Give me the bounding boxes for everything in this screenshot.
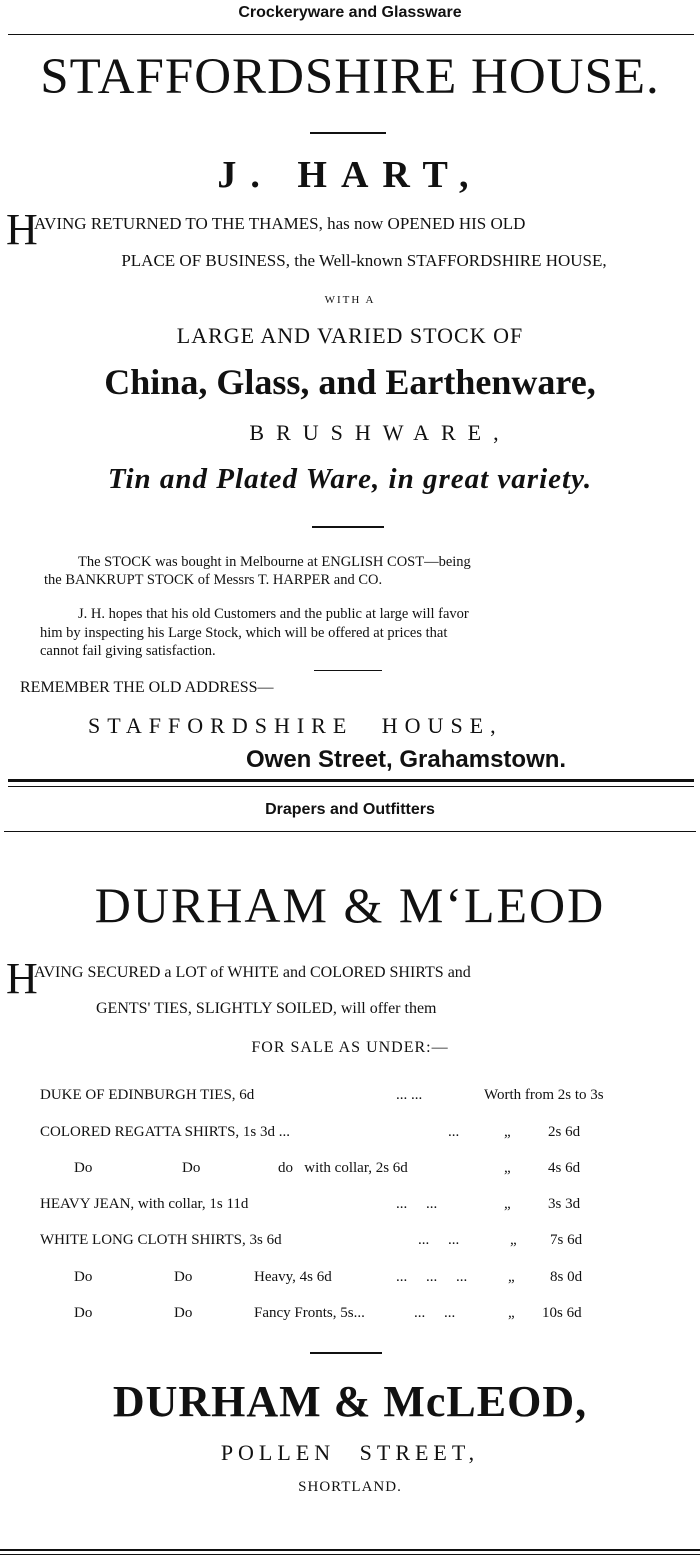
with-a-text: WITH A — [324, 294, 376, 306]
footer-town: SHORTLAND. — [298, 1479, 402, 1495]
item-price: 4s 6d — [548, 1160, 581, 1176]
leader-dots: ... ... — [414, 1305, 456, 1321]
short-divider — [310, 1352, 382, 1354]
item-price: 2s 6d — [548, 1124, 581, 1140]
leader-dots: ... ... ... — [396, 1269, 468, 1285]
category-heading-crockery: Crockeryware and Glassware — [238, 4, 462, 21]
address-house: STAFFORDSHIRE HOUSE, — [88, 713, 503, 738]
item-price: Worth from 2s to 3s — [484, 1087, 604, 1103]
short-divider — [314, 670, 382, 671]
proprietor-name: J. HART, — [217, 154, 483, 196]
item-variant: Fancy Fronts, 5s... — [254, 1305, 365, 1321]
intro-line: GENTS' TIES, SLIGHTLY SOILED, will offer them — [96, 1000, 437, 1017]
ditto-mark: „ — [510, 1232, 517, 1248]
leader-dots: ... ... — [396, 1087, 423, 1103]
leader-dots: ... ... — [396, 1196, 438, 1212]
leader-dots: ... ... — [418, 1232, 460, 1248]
durham-mcleod-title: DURHAM & M‘LEOD — [94, 877, 606, 933]
drop-cap: H — [6, 954, 38, 1003]
remember-address-label: REMEMBER THE OLD ADDRESS— — [20, 679, 274, 696]
ditto-mark: „ — [504, 1196, 511, 1212]
paragraph-line: J. H. hopes that his old Customers and the public at large will favor — [78, 606, 469, 622]
item-price: 7s 6d — [550, 1232, 583, 1248]
item-description: WHITE LONG CLOTH SHIRTS, 3s 6d — [40, 1232, 282, 1248]
item-description: DUKE OF EDINBURGH TIES, 6d — [40, 1087, 255, 1103]
short-divider — [312, 526, 384, 528]
intro-line: PLACE OF BUSINESS, the Well-known STAFFORDSHIRE HOUSE, — [121, 251, 607, 270]
item-description: Do — [74, 1160, 93, 1176]
category-heading-drapers: Drapers and Outfitters — [265, 801, 435, 818]
item-description: HEAVY JEAN, with collar, 1s 11d — [40, 1196, 249, 1212]
item-ditto: Do — [182, 1160, 201, 1176]
stock-line: LARGE AND VARIED STOCK OF — [176, 323, 524, 348]
paragraph-line: The STOCK was bought in Melbourne at ENGLISH COST—being — [78, 554, 471, 570]
intro-line: AVING SECURED a LOT of WHITE and COLORED SHIRTS and — [34, 964, 471, 981]
ditto-mark: „ — [508, 1269, 515, 1285]
for-sale-heading: FOR SALE AS UNDER:— — [251, 1039, 449, 1056]
bottom-divider — [0, 1554, 700, 1555]
china-glass-earthenware: China, Glass, and Earthenware, — [104, 362, 596, 402]
durham-mcleod-footer-title: DURHAM & McLEOD, — [112, 1377, 588, 1426]
intro-line: AVING RETURNED TO THE THAMES, has now OPENED HIS OLD — [34, 214, 526, 233]
item-description: COLORED REGATTA SHIRTS, 1s 3d ... — [40, 1124, 290, 1140]
address-street: Owen Street, Grahamstown. — [246, 746, 567, 773]
item-ditto: Do — [174, 1269, 193, 1285]
footer-street: POLLEN STREET, — [220, 1440, 480, 1465]
item-price: 8s 0d — [550, 1269, 583, 1285]
item-description: Do — [74, 1305, 93, 1321]
item-ditto: Do — [174, 1305, 193, 1321]
short-divider — [310, 132, 386, 134]
paragraph-line: cannot fail giving satisfaction. — [40, 643, 216, 659]
drop-cap: H — [6, 205, 38, 254]
item-price: 10s 6d — [542, 1305, 582, 1321]
bottom-divider — [0, 1549, 700, 1551]
thick-divider — [8, 779, 694, 782]
staffordshire-house-title: STAFFORDSHIRE HOUSE. — [40, 49, 660, 105]
ditto-mark: „ — [504, 1124, 511, 1140]
divider — [4, 831, 696, 832]
item-price: 3s 3d — [548, 1196, 581, 1212]
item-description: Do — [74, 1269, 93, 1285]
tin-plated-ware: Tin and Plated Ware, in great variety. — [107, 463, 593, 495]
ditto-mark: „ — [504, 1160, 511, 1176]
paragraph-line: the BANKRUPT STOCK of Messrs T. HARPER and CO. — [44, 572, 383, 588]
divider — [8, 34, 694, 35]
leader-dots: ... — [448, 1124, 460, 1140]
ditto-mark: „ — [508, 1305, 515, 1321]
item-variant: Heavy, 4s 6d — [254, 1269, 332, 1285]
brushware: BRUSHWARE, — [249, 420, 511, 445]
paragraph-line: him by inspecting his Large Stock, which will be offered at prices that — [40, 625, 448, 641]
item-variant: do with collar, 2s 6d — [278, 1160, 408, 1176]
thin-divider — [8, 786, 694, 787]
